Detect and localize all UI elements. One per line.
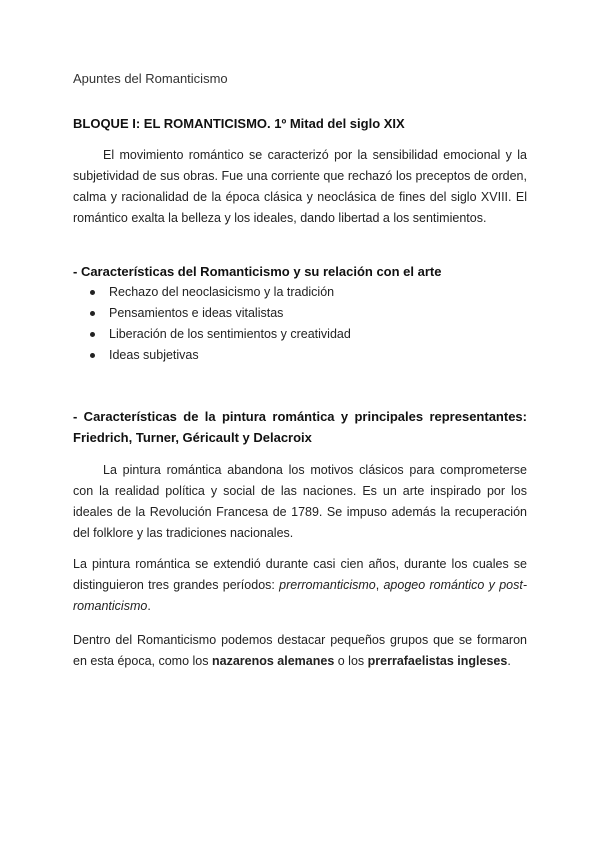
paragraph3-end: . (507, 654, 511, 668)
characteristics-list (73, 282, 493, 366)
bullet-icon (90, 290, 95, 295)
painting-paragraph-3 (73, 630, 527, 672)
list-item-text: Pensamientos e ideas vitalistas (109, 306, 284, 320)
bloque-title: BLOQUE I: EL ROMANTICISMO. 1º Mitad del siglo XIX (73, 116, 405, 131)
period-prerromanticismo: prerromanticismo (279, 578, 376, 592)
section2-heading: - Características de la pintura romántica y principales representantes: Friedrich, Turner, Géricault y Delacroix (73, 409, 527, 445)
list-item (73, 303, 493, 324)
period-separator: , (375, 578, 384, 592)
painting-paragraph-1: La pintura romántica abandona los motivos clásicos para comprometerse con la realidad política y social de las naciones. Es un arte inspirado por los ideales de la Revolución Francesa de 1789. Se impuso además la recuperación del folklore y las tradiciones nacionales. (73, 463, 527, 540)
list-item-text: Rechazo del neoclasicismo y la tradición (109, 285, 335, 299)
intro-paragraph: El movimiento romántico se caracterizó por la sensibilidad emocional y la subjetividad de sus obras. Fue una corriente que rechazó los preceptos de orden, calma y racionalidad de la época clásica y neoclásica de fines del siglo XVIII. El romántico exalta la belleza y los ideales, dando libertad a los sentimientos. (73, 148, 527, 225)
document-header: Apuntes del Romanticismo (73, 71, 228, 86)
paragraph3-text: Dentro del Romanticismo podemos destacar pequeños grupos que se formaron en esta época, como los (73, 633, 527, 668)
period-apogeo: apogeo romántico (383, 578, 485, 592)
paragraph2-end: . (147, 599, 151, 613)
group-prerrafaelistas: prerrafaelistas ingleses (367, 654, 508, 668)
bullet-icon (90, 332, 95, 337)
period-conjunction: y (484, 578, 500, 592)
list-item (73, 345, 493, 366)
list-item (73, 324, 493, 345)
paragraph3-mid: o los (334, 654, 368, 668)
group-nazarenos: nazarenos alemanes (211, 654, 335, 668)
period-post-romanticismo: post-romanticismo (73, 578, 527, 613)
section1-heading: - Características del Romanticismo y su relación con el arte (73, 264, 442, 279)
paragraph2-text: La pintura romántica se extendió durante casi cien años, durante los cuales se distinguieron tres grandes períodos: (73, 557, 527, 592)
list-item (73, 282, 493, 303)
list-item-text: Ideas subjetivas (109, 348, 199, 362)
list-item-text: Liberación de los sentimientos y creatividad (109, 327, 351, 341)
bullet-icon (90, 311, 95, 316)
painting-paragraph-2 (73, 554, 527, 617)
bullet-icon (90, 353, 95, 358)
